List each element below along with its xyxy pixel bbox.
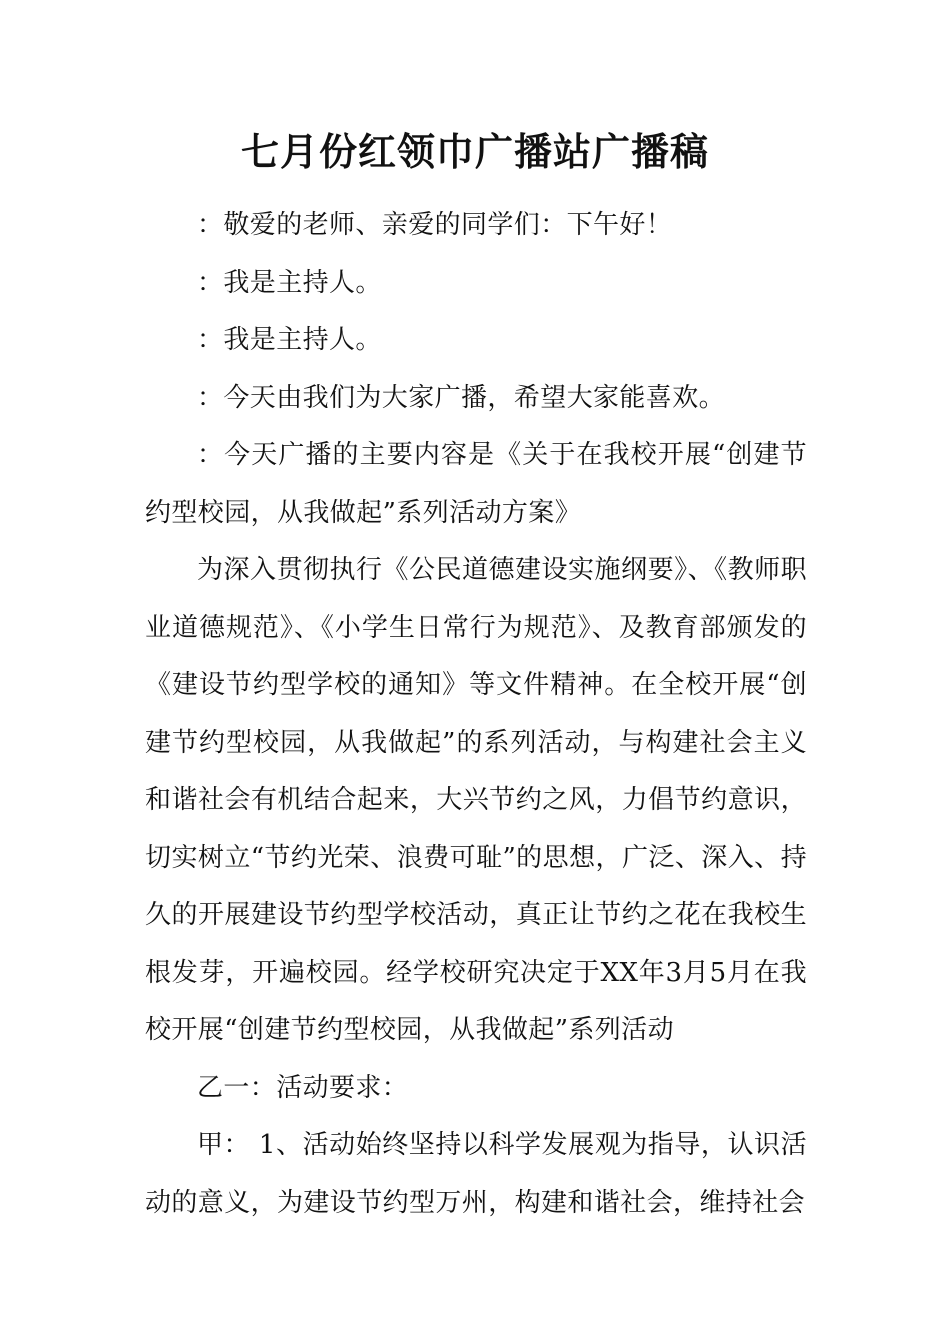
document-body [145, 197, 807, 1232]
paragraph-host-1: ：我是主持人。 [197, 267, 382, 298]
paragraph-requirements-heading: 乙一：活动要求： [197, 1072, 409, 1103]
paragraph-main: 为深入贯彻执行《公民道德建设实施纲要》、《教师职业道德规范》、《小学生日常行为规范》、及教育部颁发的《建设节约型学校的通知》等文件精神。在全校开展“创建节约型校园，从我做起”的系列活动，与构建社会主义和谐社会有机结合起来，大兴节约之风，力倡节约意识，切实树立“节约光荣、浪费可耻”的思想，广泛、深入、持久的开展建设节约型学校活动，真正让节约之花在我校生根发芽，开遍校园。经学校研究决定于XX年3月5月在我校开展“创建节约型校园，从我做起”系列活动 [145, 555, 807, 1045]
paragraph-requirement-1: 甲： 1、活动始终坚持以科学发展观为指导，认识活动的意义，为建设节约型万州，构建和谐社会，维持社会 [145, 1130, 807, 1218]
paragraph-topic: ：今天广播的主要内容是《关于在我校开展“创建节约型校园，从我做起”系列活动方案》 [145, 440, 807, 528]
paragraph-greeting: ：敬爱的老师、亲爱的同学们：下午好！ [197, 210, 673, 240]
document-title: 七月份红领巾广播站广播稿 [240, 129, 709, 174]
paragraph-intro: ：今天由我们为大家广播，希望大家能喜欢。 [197, 382, 726, 413]
paragraph-host-2: ：我是主持人。 [197, 325, 382, 355]
